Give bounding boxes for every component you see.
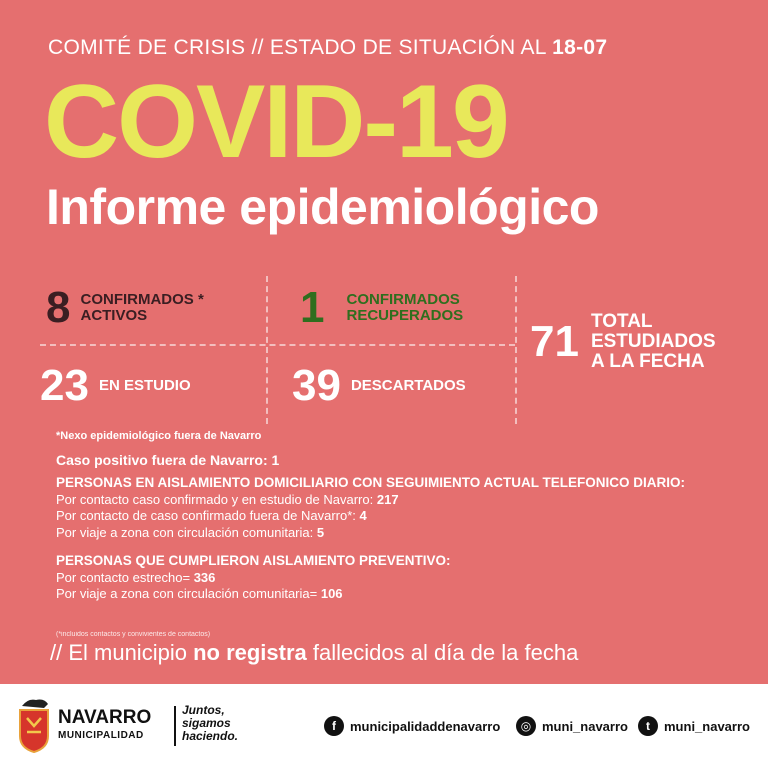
stat-label <box>591 312 716 372</box>
stat-label-line: A LA FECHA <box>590 350 705 372</box>
footer-bold: no registra <box>193 640 307 665</box>
facebook-handle: municipalidaddenavarro <box>350 718 501 734</box>
line-text: Por contacto de caso confirmado fuera de Navarro*: <box>56 508 356 524</box>
line-text: Por viaje a zona con circulación comunitaria: <box>56 524 314 540</box>
stat-total-estudiados <box>530 312 716 372</box>
brand-sub: MUNICIPALIDAD <box>58 730 144 741</box>
page-title: COVID-19 <box>44 64 508 180</box>
line-value: 4 <box>359 508 367 524</box>
facebook-link[interactable] <box>324 716 500 736</box>
slogan-line: sigamos <box>182 716 231 731</box>
instagram-icon: ◎ <box>516 716 536 736</box>
aislamiento-line <box>56 525 736 541</box>
twitter-handle: muni_navarro <box>664 718 750 734</box>
stat-descartados <box>292 361 466 410</box>
facebook-icon: f <box>324 716 344 736</box>
aislamiento-line <box>56 492 736 508</box>
aislamiento-title: PERSONAS EN AISLAMIENTO DOMICILIARIO CON SEGUIMIENTO ACTUAL TELEFONICO DIARIO: <box>56 475 686 491</box>
stat-label-line: RECUPERADOS <box>346 307 464 324</box>
aislamiento-line <box>56 508 736 524</box>
stat-label <box>346 292 463 324</box>
stat-value: 1 <box>300 283 325 332</box>
stat-label-line: ACTIVOS <box>80 307 148 324</box>
slogan-line: haciendo. <box>182 729 239 744</box>
cumplieron-title: PERSONAS QUE CUMPLIERON AISLAMIENTO PREVENTIVO: <box>56 552 451 568</box>
instagram-link[interactable] <box>516 716 628 736</box>
stat-label-line: ESTUDIADOS <box>590 330 716 352</box>
twitter-icon: t <box>638 716 658 736</box>
line-value: 217 <box>376 492 399 508</box>
stat-label-line: TOTAL <box>590 311 653 332</box>
stat-confirmados-recuperados <box>300 283 464 332</box>
stat-label <box>80 292 203 324</box>
stat-label: EN ESTUDIO <box>98 377 191 395</box>
brand-name: NAVARRO <box>58 707 152 728</box>
line-value: 336 <box>193 569 216 585</box>
stat-value: 8 <box>46 283 71 332</box>
brand-divider <box>174 706 176 746</box>
header-line <box>48 36 607 60</box>
divider-vertical-1 <box>266 276 268 424</box>
tiny-note: (*incluidos contactos y convivientes de contactos) <box>56 631 211 638</box>
divider-horizontal <box>40 344 515 346</box>
line-value: 5 <box>316 524 325 540</box>
nexo-note: *Nexo epidemiológico fuera de Navarro <box>56 430 262 442</box>
line-text: Por contacto caso confirmado y en estudio de Navarro: <box>56 492 374 508</box>
caso-positivo-line: Caso positivo fuera de Navarro: 1 <box>56 451 280 468</box>
stat-value: 39 <box>292 361 341 410</box>
twitter-link[interactable] <box>638 716 750 736</box>
header-prefix: COMITÉ DE CRISIS // ESTADO DE SITUACIÓN AL <box>48 36 547 59</box>
stat-en-estudio <box>40 361 191 410</box>
footer-bar <box>0 684 768 768</box>
footer-suffix: fallecidos al día de la fecha <box>312 640 579 665</box>
page-subtitle: Informe epidemiológico <box>46 179 599 235</box>
stat-value: 71 <box>530 316 579 366</box>
stat-confirmados-activos <box>46 283 204 332</box>
footer-message <box>50 640 578 666</box>
stat-label: DESCARTADOS <box>350 377 466 395</box>
line-text: Por contacto estrecho= <box>56 569 191 585</box>
divider-vertical-2 <box>515 276 517 424</box>
footer-prefix: // El municipio <box>50 640 187 665</box>
stat-label-line: CONFIRMADOS * <box>80 291 204 309</box>
slogan-line: Juntos, <box>182 703 225 717</box>
header-date: 18-07 <box>552 36 608 59</box>
shield-logo-icon <box>18 696 50 759</box>
instagram-handle: muni_navarro <box>542 718 628 734</box>
brand-slogan <box>182 704 238 744</box>
stat-label-line: CONFIRMADOS <box>346 291 460 309</box>
line-value: 106 <box>320 586 343 601</box>
stat-value: 23 <box>40 361 89 410</box>
cumplieron-line <box>56 586 736 602</box>
line-text: Por viaje a zona con circulación comunitaria= <box>56 586 318 601</box>
cumplieron-line <box>56 570 736 586</box>
details-section <box>56 430 736 602</box>
